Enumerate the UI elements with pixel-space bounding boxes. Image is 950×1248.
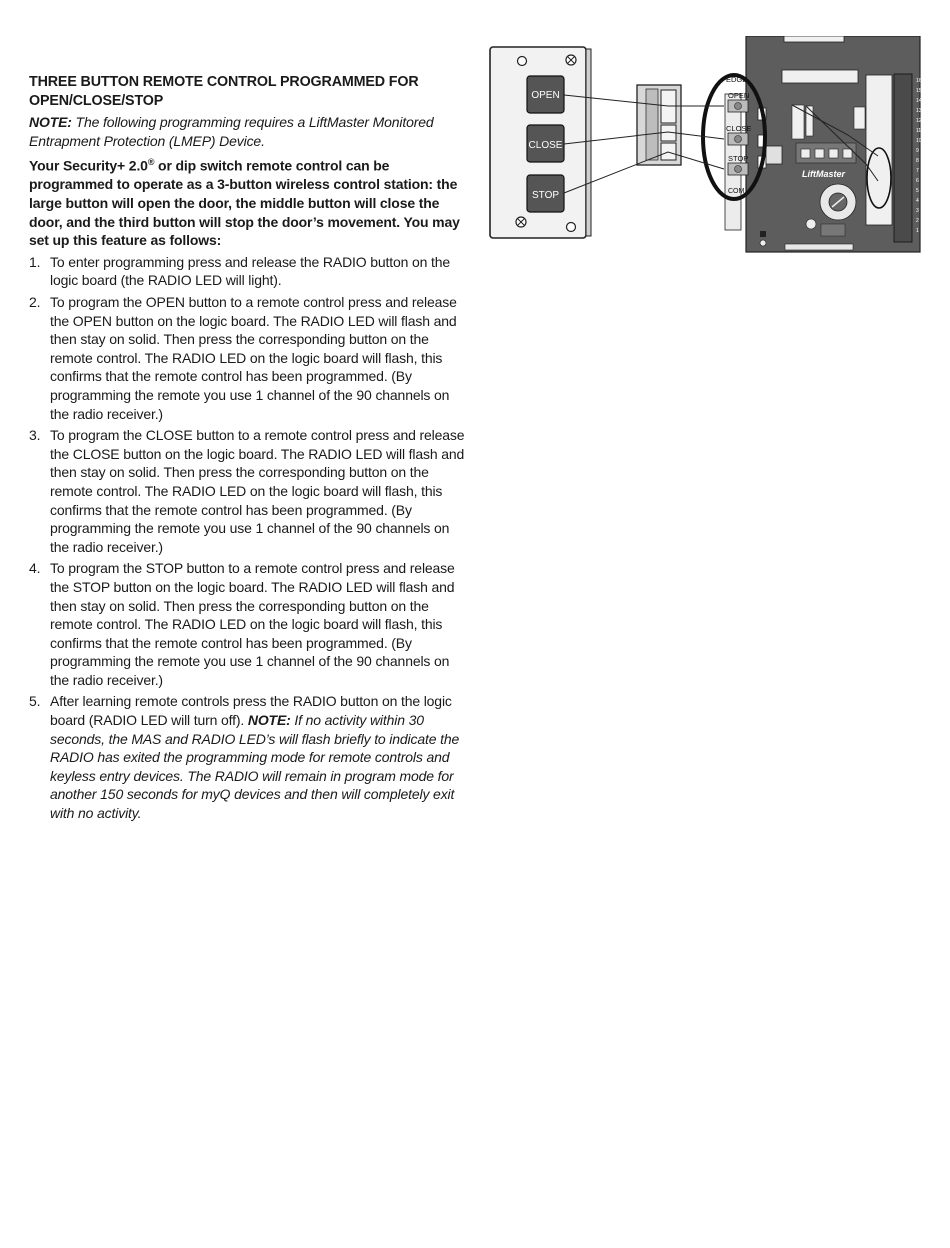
terminal-number: 16 — [916, 78, 922, 84]
step-number: 1. — [29, 253, 41, 270]
wiring-diagram — [488, 36, 924, 254]
terminal-number: 11 — [916, 128, 922, 134]
station-close-label: CLOSE — [528, 140, 563, 151]
board-close-label: CLOSE — [726, 124, 752, 133]
terminal-number: 9 — [916, 148, 919, 154]
step-2 — [29, 293, 469, 423]
terminal-number: 2 — [916, 218, 919, 224]
lmep-note — [29, 113, 469, 150]
terminal-number: 6 — [916, 178, 919, 184]
connector-block — [637, 85, 681, 165]
terminal-number: 1 — [916, 228, 919, 234]
board-open-label: OPEN — [728, 91, 750, 100]
wiring-illustration — [488, 36, 924, 254]
screw-icon — [518, 57, 527, 66]
instructions-column — [29, 73, 469, 826]
brand-label: LiftMaster — [802, 169, 846, 179]
terminal-number: 13 — [916, 108, 922, 114]
station-stop-label: STOP — [531, 190, 560, 201]
intro-paragraph — [29, 153, 469, 250]
terminal-number: 15 — [916, 88, 922, 94]
terminal-number: 4 — [916, 198, 919, 204]
step-4 — [29, 559, 469, 689]
step-5 — [29, 692, 469, 822]
terminal-number: 10 — [916, 138, 922, 144]
step-number: 5. — [29, 693, 41, 710]
intro-text-end: or dip switch remote control can be programmed to operate as a 3-button wireless control station: the large button will open the door, the middle button will close the door, and the third button will stop the door’s movement. You may set up this feature as follows: — [29, 157, 460, 249]
terminal-number: 12 — [916, 118, 922, 124]
note-label: NOTE: — [29, 114, 72, 130]
board-edge-label: EDGE — [726, 75, 748, 84]
logic-board — [725, 36, 920, 252]
intro-text-start: Your Security+ 2.0 — [29, 157, 148, 174]
step-5-note — [50, 712, 459, 821]
screw-icon — [567, 223, 576, 232]
steps-list — [29, 253, 469, 823]
section-heading: THREE BUTTON REMOTE CONTROL PROGRAMMED FOR OPEN/CLOSE/STOP — [29, 74, 419, 109]
step-text: After learning remote controls press the RADIO button on the logic board (RADIO LED will turn off). — [50, 693, 452, 729]
step-text: To program the OPEN button to a remote control press and release the OPEN button on the logic board. The RADIO LED will flash and then stay on solid. Then press the corresponding button on the remote control. The RADIO LED on the logic board will flash, this confirms that the remote control has been programmed. (By programming the remote you use 1 channel of the 90 channels on the radio receiver.) — [50, 294, 457, 422]
step-3 — [29, 426, 469, 556]
note-text: If no activity within 30 seconds, the MAS and RADIO LED’s will flash briefly to indicate the RADIO has exited the programming mode for remote controls and keyless entry devices. The RADIO will remain in program mode for another 150 seconds for myQ devices and then will completely exit with no activity. — [50, 712, 460, 822]
board-stop-label: STOP — [728, 154, 749, 163]
step-number: 2. — [29, 294, 41, 310]
terminal-number: 14 — [916, 98, 922, 104]
step-text: To enter programming press and release the RADIO button on the logic board (the RADIO LED will light). — [50, 253, 451, 289]
station-open-label: OPEN — [531, 90, 560, 101]
step-text: To program the CLOSE button to a remote control press and release the CLOSE button on the logic board. The RADIO LED will flash and then stay on solid. Then press the corresponding button on the remote control. The RADIO LED on the logic board will flash, this confirms that the remote control has been programmed. (By programming the remote you use 1 channel of the 90 channels on the radio receiver.) — [50, 427, 465, 555]
board-com-label: COM — [728, 188, 745, 195]
registered-mark: ® — [147, 157, 155, 168]
step-number: 3. — [29, 427, 41, 444]
terminal-number: 5 — [916, 188, 919, 194]
terminal-number: 3 — [916, 208, 919, 214]
step-text: To program the STOP button to a remote control press and release the STOP button on the logic board. The RADIO LED will flash and then stay on solid. Then press the corresponding button on the remote control. The RADIO LED on the logic board will flash, this confirms that the remote control has been programmed. (By programming the remote you use 1 channel of the 90 channels on the radio receiver.) — [50, 560, 455, 688]
terminal-number: 7 — [916, 168, 919, 174]
step-1 — [29, 253, 469, 290]
terminal-number: 8 — [916, 158, 919, 164]
note-label: NOTE: — [247, 712, 291, 729]
note-text: The following programming requires a LiftMaster Monitored Entrapment Protection (LMEP) Device. — [29, 114, 434, 149]
step-number: 4. — [29, 560, 41, 577]
